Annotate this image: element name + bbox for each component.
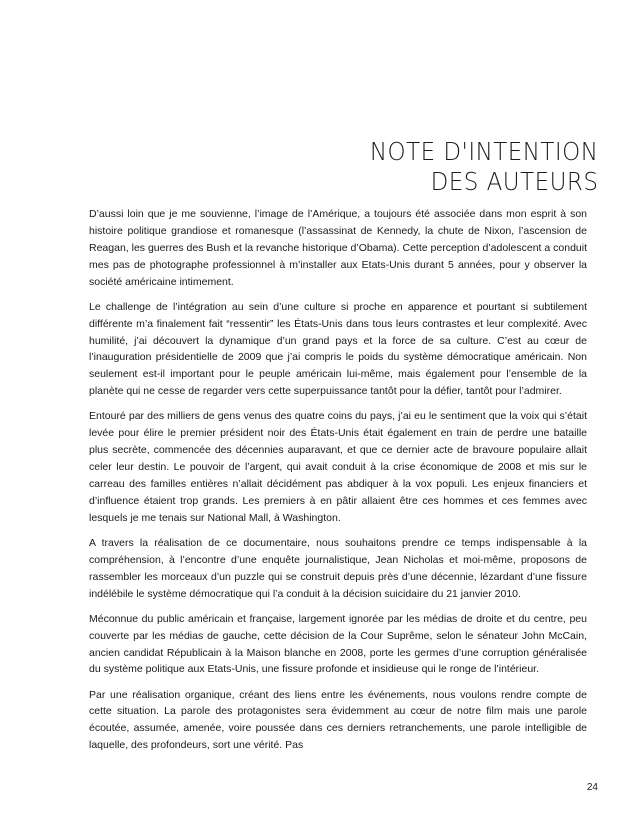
paragraph-2: Le challenge de l’intégration au sein d’une culture si proche en apparence et pourtant si subtilement différente m’a finalement fait “ressentir” les États-Unis dans tous leurs contrastes et leur complexité. Avec humilité, j’ai découvert la dynamique d’un grand pays et la force de sa culture. C’est au cœur de l’inauguration présidentielle de 2009 que j’ai compris le poids du système démocratique américain. Non seulement est-il important pour le peuple américain lui-même, mais également pour l’ensemble de la planète qui ne cesse de regarder vers cette superpuissance tantôt pour la défier, tantôt pour l’admirer. — [89, 300, 587, 398]
paragraph-3: Entouré par des milliers de gens venus des quatre coins du pays, j’ai eu le sentiment que la voix qui s’était levée pour élire le premier président noir des États-Unis était également en train de perdre une bataille plus secrète, commencée des décennies auparavant, et que ce dernier acte de bravoure populaire allait celer leur destin. Le pouvoir de l’argent, qui avait conduit à la crise économique de 2008 et mis sur le carreau des familles entières n’allait décidément pas abdiquer à la vox populi. Les enjeux financiers et d’influence étaient trop grands. Les premiers à en pâtir allaient être ces hommes et ces femmes avec lesquels je me tenais sur National Mall, à Washington. — [89, 410, 587, 524]
title-line-2: DES AUTEURS — [430, 167, 598, 196]
paragraph-1: D’aussi loin que je me souvienne, l’image de l’Amérique, a toujours été associée dans mon esprit à son histoire politique grandiose et romanesque (l’assassinat de Kennedy, la chute de Nixon, l’ascension de Reagan, les guerres des Bush et la revanche historique d’Obama). Cette perception d’adolescent a conduit mes pas de photographe professionnel à m’installer aux Etats-Unis durant 5 années, pour y observer la société américaine intimement. — [89, 208, 587, 288]
paragraph-4: A travers la réalisation de ce documentaire, nous souhaitons prendre ce temps indispensable à la compréhension, à l’encontre d’une enquête journalistique, Jean Nicholas et moi-même, proposons de rassembler les morceaux d’un puzzle qui se construit depuis près d’une décennie, lézardant d’une fissure indélébile le système démocratique qui l’a conduit à la décision suicidaire du 21 janvier 2010. — [89, 536, 587, 600]
paragraph-5: Méconnue du public américain et française, largement ignorée par les médias de droite et du centre, peu couverte par les médias de gauche, cette décision de la Cour Suprême, selon le sénateur John McCain, ancien candidat Républicain à la Maison blanche en 2008, porte les germes d’une corruption généralisée du système politique aux Etats-Unis, une fissure profonde et insidieuse qui le ronge de l’intérieur. — [89, 612, 587, 676]
title-line-1: NOTE D'INTENTION — [369, 137, 598, 166]
page-number: 24 — [586, 782, 598, 793]
body-text — [89, 206, 587, 762]
paragraph-6: Par une réalisation organique, créant des liens entre les événements, nous voulons rendre compte de cette situation. La parole des protagonistes sera évidemment au cœur de notre film mais une parole écoutée, assumée, amenée, voire poussée dans ces derniers retranchements, une parole intelligible de laquelle, des profondeurs, sort une vérité. Pas — [89, 688, 587, 752]
page-title — [350, 137, 598, 197]
